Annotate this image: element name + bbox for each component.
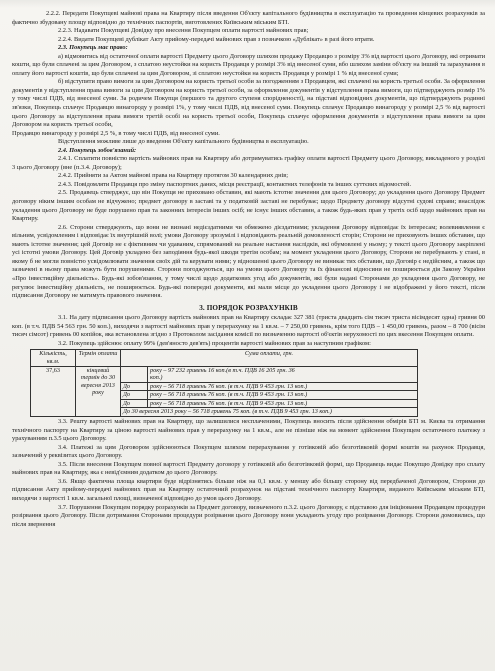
contract-text [12,10,485,667]
clause-2-2-4: 2.2.4. Видати Покупцеві дублікат Акту прийому-передачі майнових прав з позначкою «Дублікат» в разі його втрати. [58,35,375,43]
cell-area: 37,63 [31,366,76,417]
cell-prefix: До [121,399,148,408]
clause-3-6: 3.6. Якщо фактична площа квартири буде відрізнятись більше ніж на 0,1 кв.м. у меншу або більшу сторону від передбаченої Договором, Сторони до підписання Акту прийому-передачі майнових прав на Квартиру остаточний розрахунок на підставі технічного паспорту Квартири, виданого Київським міським БТІ, виходячи з вартості 1 кв.м. загальної площі, визначеної відповідно до умов цього Договору. [12,477,485,502]
header-sum: Сума оплати, грн. [121,350,418,366]
clause-3-7: 3.7. Порушення Покупцем порядку розрахунків за Предмет договору, визначеного п.3.2. цього Договору, є підставою для ініціювання Продавцем процедури розірвання цього Договору. Після дотримання Сторонами процедури розірвання цього Договору вони укладають угоду про розірвання Договору. Сторони домовились, що після звернення [12,503,485,528]
cell-final-prefix: До 30 вересня 2013 року [123,408,187,416]
clause-2-2-2: 2.2.2. Передати Покупцеві майнові права на Квартиру після введення Об'єкту капітального будівництва в експлуатацію та проведення кінцевих розрахунків за фактично збудовану площу відповідно до технічних паспортів, виготовлених Київським міським БТІ. [12,10,485,26]
clause-2-3-a: а) відмовитись від остаточної оплати вартості Предмету цього Договору шляхом продажу Продавцю з розміру 3% від вартості цього Договору, які отримати кошти, що були сплачені за цим Договором, з сплатою неустойки на користь Продавця у розмірі 3% від внесеної суми, вбо шляхом заміни об'єкту на інший та зарахування в оплату його вартості коштів, що були сплачені за цим Договором, зі сплатою неустойки на користь Продавця у розмірі 1 % від внесеної суми; [12,52,485,77]
clause-3-1: 3.1. На дату підписання цього Договору вартість майнових прав на Квартиру складає 327 381 (триста двадцять сім тисяч триста вісімдесят одна) гривня 00 коп. (в т.ч. ПДВ 54 563 грн. 50 коп.), виходячи з вартості майнових прав у перерахунку на 1 кв.м. – 7 250,00 гривень, крім того ПДВ – 1 450,00 гривень, разом – 8 700 (вісім тисяч сімсот) гривень 00 копійок, яка встановлена згідно з Протоколом засідання комісії по визначенню вартості об'єктів нерухомості по цих вкесення Покупцем оплати. [12,314,485,339]
clause-3-5: 3.5. Після внесення Покупцем повної вартості Предмету договору у готівковій або безготівковій формі, що Продавець видає Покупцю Довідку про сплату майнових прав на Квартиру, яка є невід'ємним додатком до цього Договору. [12,460,485,477]
clause-2-3 [12,44,485,53]
cell-sum: року – 56 718 гривень 76 коп. (в т.ч. ПДВ 9 453 грн. 13 коп.) [148,391,418,400]
clause-2-3-text: 2.3. Покупець має право: [58,44,128,52]
clause-2-4-3: 2.4.3. Повідомляти Продавця про зміну паспортних даних, місця реєстрації, контактних телефонів та інших суттєвих відомостей. [58,180,412,188]
clause-2-4-text: 2.4. Покупець зобов'язаний: [58,146,137,154]
cell-sum: року – 56 718 гривень 76 коп. (в т.ч. ПДВ 9 453 грн. 13 коп.) [148,382,418,391]
clause-2-4-1: 2.4.1. Сплатити повністю вартість майнових прав на Квартиру або дотримуватись графіку оплати вартості Предмету цього Договору, викладеного у розділі 3 цього Договору (вне (п.3.4. Договору); [12,155,485,171]
cell-final-text: – 56 718 гривень 75 коп. (в т.ч. ПДВ 9 453 грн. 13 коп.) [188,408,332,416]
clause-2-3-c: Продавцю винагороду у розмірі 2,5 %, в тому числі ПДВ, від внесеної суми. [12,129,220,137]
header-area: Кількість, кв.м. [31,350,76,366]
clause-2-3-d: Відступлення можливе лише до введення Об'єкту капітального будівництва в експлуатацію. [58,138,309,146]
section-3-heading: 3. ПОРЯДОК РОЗРАХУНКІВ [199,303,298,312]
clause-2-6: 2.6. Сторони стверджують, що вони не визнані недієздатними чи обмежено дієздатними; укладення Договору відповідає їх інтересам; волевиявлення є вільним, усвідомленим і відповідає їх внутрішній волі; умови Договору зрозумілі і відповідають реальній домовленості сторін; Сторони не приховують інших обставин, що мають істотне значення; цей Договір не є фіктивним чи удаваним, спрямований на реальне настання наслідків, які обумовлені у ньому; у тексті цього Договору закріплені усі істотні умови Договору. Цей Договір укладено без заподіяння будь-якої шкоди третім особам; на момент укладення цього Договору, Сторони не перебувають у стані, в якому б не могли повністю усвідомлювати значення своїх дій та керувати ними; у відношенні цього Договору не виникає тих обставин, що Договір є недійсним, а також що зазначені в ньому права можуть бути порушеними. Сторони погоджуються, що на умови цього Договору та їх фінансові відносини не поширюється дія Закону України «Про інвестиційну діяльність». Будь-які зобов'язання, у тому числі щодо додаткових угод або документів, які були надані Сторонами до укладення цього Договору, не регулює інвестиційну діяльність, не поширюється. Будь-які попередні документи, які мали місце до укладення цього Договору і не відображені у його тексті, після підписання Договору не матимуть правового значення. [12,223,485,300]
scan-edge-shadow [0,0,495,8]
cell-sum: року – 56 718 гривень 76 коп. (в т.ч. ПДВ 9 453 грн. 13 коп.) [148,399,418,408]
table-row [31,366,418,382]
table-header-row [31,350,418,366]
clause-2-3-b: б) відступити право вимоги за цим Договором на користь третьої особи за погодженням з Продавцем, які сплачені на користь третьої особи. За оформлення документів у відступлення права вимоги за цим Договором на користь третьої особи, за оформлення документів у відступлення права вимоги, що підтверджують розмір 1% у тому числі ПДВ, від внесеної суми. За родичем Покупця (першого та другого ступеня спорідненості), на підставі відповідних документів, що підтверджують родинні зв'язки, Покупець сплачує Продавцю винагороду у розмірі 1%, у тому числі ПДВ, від внесеної суми. Покупець сплачує Продавцю винагороду у розмірі 2,5 % від вартості цього Договору за відступлення права вимоги третій особі на користь третьої особи, Покупець сплачує оформлення документів з відступлення права вимоги за цим Договором на користь третьої особи, [12,78,485,129]
cell-sum-final [121,408,418,417]
clause-3-4: 3.4. Платежі за цим Договором здійснюються Покупцем шляхом перерахування у готівковій або безготівковій формі коштів на рахунок Продавця, зазначений у реквізитах цього Договору. [12,443,485,460]
cell-term: кінцевий термін до 30 вересня 2013 року [76,366,121,417]
cell-prefix: До [121,382,148,391]
cell-prefix [121,366,148,382]
clause-2-4-2: 2.4.2. Прийняти за Актом майнові права на Квартиру протягом 30 календарних днів; [58,172,289,180]
cell-sum [148,366,418,382]
payment-schedule-table [30,349,418,417]
cell-sum-line: року – 97 232 гривень 16 коп.(в т.ч. ПДВ 16 205 грн. 36 [150,366,295,374]
clause-2-4 [12,147,485,156]
clause-2-5: 2.5. Продавець стверджує, що він Покупця не приховано обставин, які мають істотне значення для цього Договору; до укладення цього Договору Предмет договору ніким іншим особам не відчужено; предмет договору в заставі та у податковій заставі не перебуває; щодо Предмету договору відсутні судові справи; внаслідок укладення цього Договору не буде порушено прав та законних інтересів інших осіб; не існує інших обставин, а також будь-яких прав у третіх осіб щодо майнових прав на Квартиру. [12,189,485,223]
cell-prefix: До [121,391,148,400]
clause-3-3: 3.3. Решту вартості майнових прав на Квартиру, що залишилися несплаченими, Покупець вносить після здійснення обмірів БТІ м. Києва та отримання технічного паспорту на Квартиру за ціною вартості майнових прав у перерахунку на 1 кв.м., але не пізніше ніж на момент здійснення Покупцем остаточного платежу з урахуванням п.3.5 цього Договору. [12,418,485,443]
header-term: Термін оплати [76,350,121,366]
clause-3-2: 3.2. Покупець здійснює оплату 99% (дев'яносто дев'ять) процентів вартості майнових прав за наступним графіком: [58,339,371,347]
cell-sum-line: коп.) [150,374,163,382]
clause-2-2-3: 2.2.3. Надавати Покупцеві Довідку про внесення Покупцем оплати вартості майнових прав; [58,27,309,35]
